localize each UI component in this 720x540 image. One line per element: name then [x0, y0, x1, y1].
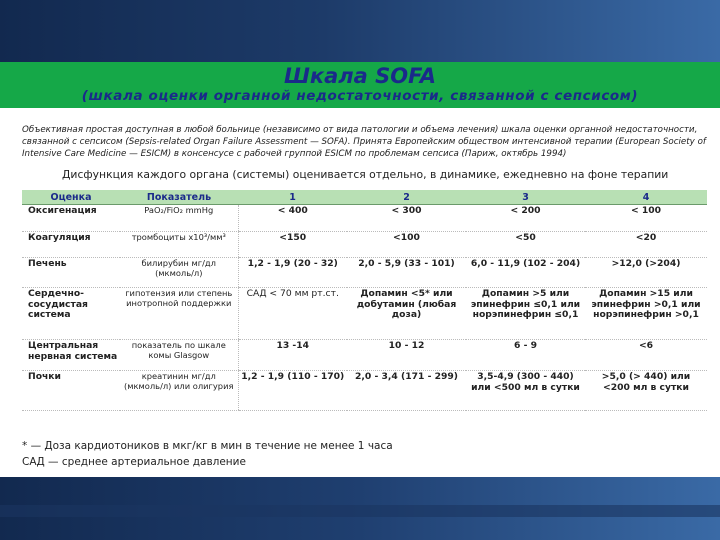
header-indicator: Показатель [120, 190, 238, 205]
score-2-cell: Допамин <5* или добутамин (любая доза) [347, 288, 466, 340]
table-row [22, 371, 707, 411]
assessment-note: Дисфункция каждого органа (системы) оценивается отдельно, в динамике, ежедневно на фоне терапии [62, 168, 669, 181]
slide [0, 62, 720, 477]
header-score: Оценка [22, 190, 120, 205]
score-3-cell: < 200 [466, 205, 585, 232]
score-4-cell: >12,0 (>204) [585, 258, 707, 288]
table-row [22, 288, 707, 340]
score-2-cell: 2,0 - 5,9 (33 - 101) [347, 258, 466, 288]
organ-cell: Сердечно-сосудистая система [22, 288, 120, 340]
table-header-row [22, 190, 707, 205]
score-3-cell: 3,5-4,9 (300 - 440) или <500 мл в сутки [466, 371, 585, 411]
header-1: 1 [238, 190, 347, 205]
score-4-cell: < 100 [585, 205, 707, 232]
bottom-strip [0, 505, 720, 517]
score-1-cell: 1,2 - 1,9 (20 - 32) [238, 258, 347, 288]
table-row [22, 258, 707, 288]
organ-cell: Почки [22, 371, 120, 411]
indicator-cell: тромбоциты х10³/мм³ [120, 232, 238, 258]
indicator-cell: креатинин мг/дл (мкмоль/л) или олигурия [120, 371, 238, 411]
slide-subtitle: (шкала оценки органной недостаточности, связанной с сепсисом) [81, 88, 639, 104]
footnote-dose: * — Доза кардиотоников в мкг/кг в мин в течение не менее 1 часа [22, 440, 393, 452]
header-4: 4 [585, 190, 707, 205]
score-2-cell: 2,0 - 3,4 (171 - 299) [347, 371, 466, 411]
score-3-cell: 6 - 9 [466, 340, 585, 371]
score-3-cell: <50 [466, 232, 585, 258]
score-4-cell: Допамин >15 или эпинефрин >0,1 или норэпинефрин >0,1 [585, 288, 707, 340]
organ-cell: Коагуляция [22, 232, 120, 258]
score-1-cell: <150 [238, 232, 347, 258]
indicator-cell: показатель по шкале комы Glasgow [120, 340, 238, 371]
header-3: 3 [466, 190, 585, 205]
indicator-cell: PaO₂/FiO₂ mmHg [120, 205, 238, 232]
score-1-cell: 1,2 - 1,9 (110 - 170) [238, 371, 347, 411]
score-4-cell: <6 [585, 340, 707, 371]
score-2-cell: <100 [347, 232, 466, 258]
sofa-table [22, 190, 707, 411]
score-3-cell: 6,0 - 11,9 (102 - 204) [466, 258, 585, 288]
score-1-cell: 13 -14 [238, 340, 347, 371]
table-row [22, 205, 707, 232]
score-3-cell: Допамин >5 или эпинефрин ≤0,1 или норэпинефрин ≤0,1 [466, 288, 585, 340]
score-2-cell: < 300 [347, 205, 466, 232]
table-row [22, 232, 707, 258]
score-1-cell: САД < 70 мм рт.ст. [238, 288, 347, 340]
indicator-cell: билирубин мг/дл (мкмоль/л) [120, 258, 238, 288]
intro-paragraph: Объективная простая доступная в любой больнице (независимо от вида патологии и объема лечения) шкала оценки органной недостаточности, связанной с сепсисом (Sepsis-related Organ Failure Assessment — SOFA). Принята Европейским обществом интенсивной терапии (European Society of Intensive Care Medicine — ESICM) в консенсусе с рабочей группой ESICM по проблемам сепсиса (Париж, октябрь 1994) [22, 125, 706, 159]
organ-cell: Оксигенация [22, 205, 120, 232]
score-2-cell: 10 - 12 [347, 340, 466, 371]
organ-cell: Центральная нервная система [22, 340, 120, 371]
top-background-band [0, 0, 720, 62]
score-4-cell: >5,0 (> 440) или <200 мл в сутки [585, 371, 707, 411]
slide-title: Шкала SOFA [283, 64, 437, 88]
footnote-sad: САД — среднее артериальное давление [22, 456, 246, 468]
header-2: 2 [347, 190, 466, 205]
table-row [22, 340, 707, 371]
score-4-cell: <20 [585, 232, 707, 258]
score-1-cell: < 400 [238, 205, 347, 232]
organ-cell: Печень [22, 258, 120, 288]
indicator-cell: гипотензия или степень инотропной поддержки [120, 288, 238, 340]
title-banner [0, 62, 720, 108]
